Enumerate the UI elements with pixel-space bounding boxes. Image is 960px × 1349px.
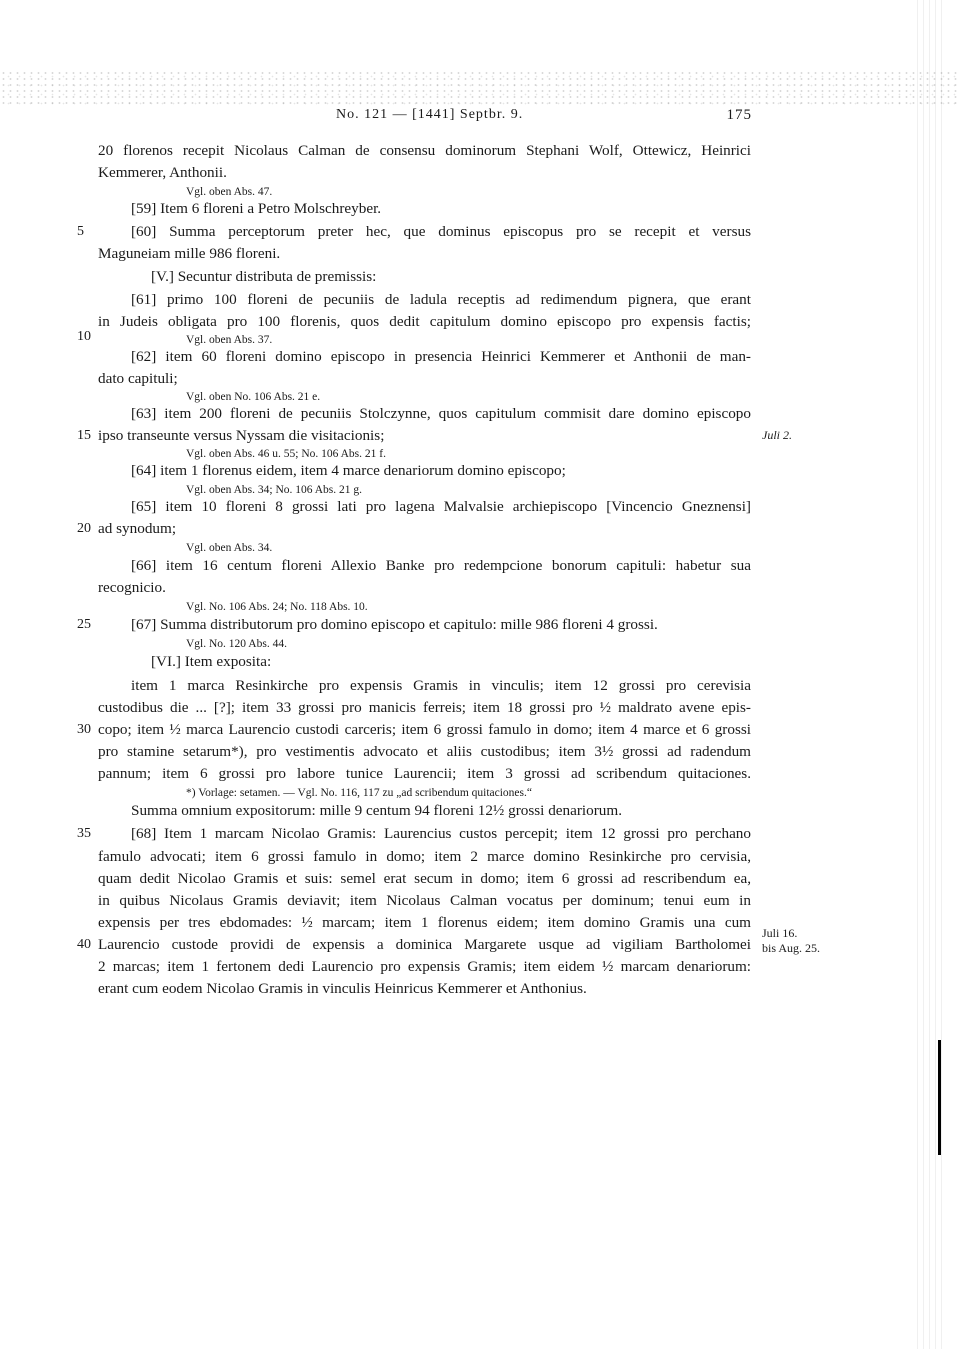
line-number: 25 <box>77 617 91 632</box>
text-line: [64] item 1 florenus eidem, item 4 marce denariorum domino episcopo; <box>131 462 566 479</box>
text-line: Vgl. No. 106 Abs. 24; No. 118 Abs. 10. <box>186 601 368 613</box>
text-line: Laurencio custode providi de expensis a dominica Margarete usque ad vigiliam Bartholomei <box>98 936 751 953</box>
text-line: [61] primo 100 floreni de pecuniis de ladula receptis ad redimendum pignera, que erant <box>131 291 751 308</box>
text-line: in quibus Nicolaus Gramis deviavit; item Nicolaus Calman vocatus per dominum; tenui eum in <box>98 892 751 909</box>
margin-date-note: Juli 2. <box>762 428 792 442</box>
text-line: in Judeis obligata pro 100 florenis, quos dedit capitulum domino episcopo pro expensis factis; <box>98 313 751 330</box>
margin-date-note: Juli 16. <box>762 926 798 940</box>
text-line: Summa omnium expositorum: mille 9 centum 94 floreni 12½ grossi denariorum. <box>131 802 622 819</box>
text-line: dato capituli; <box>98 370 178 387</box>
text-line: Vgl. No. 120 Abs. 44. <box>186 638 287 650</box>
text-line: [V.] Secuntur distributa de premissis: <box>151 268 377 285</box>
line-number: 10 <box>77 329 91 344</box>
text-line: expensis per tres ebdomades: ½ marcam; item 1 florenus eidem; item domino Gramis una cum <box>98 914 751 931</box>
text-line: Kemmerer, Anthonii. <box>98 164 227 181</box>
text-line: Vgl. oben Abs. 37. <box>186 334 273 346</box>
line-number: 20 <box>77 521 91 536</box>
line-number: 5 <box>77 224 84 239</box>
text-line: [68] Item 1 marcam Nicolao Gramis: Laurencius custos percepit; item 12 grossi pro perchano <box>131 825 751 842</box>
text-line: [65] item 10 floreni 8 grossi lati pro lagena Malvalsie archiepiscopo [Vincencio Gneznensi] <box>131 498 751 515</box>
text-line: erant cum eodem Nicolao Gramis in vinculis Heinricus Kemmerer et Anthonius. <box>98 980 587 997</box>
line-number: 35 <box>77 826 91 841</box>
text-line: *) Vorlage: setamen. — Vgl. No. 116, 117 zu „ad scribendum quitaciones.“ <box>186 787 532 799</box>
text-line: Vgl. oben Abs. 34. <box>186 542 273 554</box>
text-line: Maguneiam mille 986 floreni. <box>98 245 281 262</box>
text-line: pannum; item 6 grossi pro labore tunice Laurencii; item 3 grossi ad scribendum quitaciones. <box>98 765 751 782</box>
text-line: [63] item 200 floreni de pecuniis Stolczynne, quos capitulum commisit dare domino episcopo <box>131 405 751 422</box>
text-line: Vgl. oben Abs. 46 u. 55; No. 106 Abs. 21 f. <box>186 448 386 460</box>
text-line: 20 florenos recepit Nicolaus Calman de consensu dominorum Stephani Wolf, Ottewicz, Heinrici <box>98 142 751 159</box>
text-line: copo; item ½ marca Laurencio custodi carceris; item 6 grossi famulo in domo; item 4 marce et 6 grossi <box>98 721 751 738</box>
margin-date-note: bis Aug. 25. <box>762 941 821 955</box>
text-line: 2 marcas; item 1 fertonem dedi Laurencio pro expensis Gramis; item eidem ½ marcam denariorum: <box>98 958 751 975</box>
header-text: No. 121 — [1441] Septbr. 9. <box>336 107 524 122</box>
text-line: ipso transeunte versus Nyssam die visitacionis; <box>98 427 385 444</box>
line-number: 40 <box>77 937 91 952</box>
text-line: [67] Summa distributorum pro domino episcopo et capitulo: mille 986 floreni 4 grossi. <box>131 616 658 633</box>
text-line: Vgl. oben Abs. 47. <box>186 186 273 198</box>
text-line: Vgl. oben Abs. 34; No. 106 Abs. 21 g. <box>186 484 363 496</box>
text-line: ad synodum; <box>98 520 177 537</box>
text-line: Vgl. oben No. 106 Abs. 21 e. <box>186 391 321 403</box>
text-line: quam dedit Nicolao Gramis et suis: semel erat secum in domo; item 6 grossi ad rescribendum ea, <box>98 870 751 887</box>
line-number: 15 <box>77 428 91 443</box>
text-line: pro stamine setarum*), pro vestimentis advocato et aliis custodibus; item 3½ grossi ad radendum <box>98 743 751 760</box>
text-line: [66] item 16 centum floreni Allexio Banke pro redempcione bonorum capituli: habetur sua <box>131 557 751 574</box>
text-line: [62] item 60 floreni domino episcopo in presencia Heinrici Kemmerer et Anthonii de man- <box>131 348 751 365</box>
text-line: [VI.] Item exposita: <box>151 653 272 670</box>
text-line: item 1 marca Resinkirche pro expensis Gramis in vinculis; item 12 grossi pro cerevisia <box>131 677 751 694</box>
page-number: 175 <box>726 107 752 123</box>
line-number: 30 <box>77 722 91 737</box>
text-line: [59] Item 6 floreni a Petro Molschreyber. <box>131 200 382 217</box>
text-line: recognicio. <box>98 579 166 596</box>
text-line: custodibus die ... [?]; item 33 grossi pro manicis ferreis; item 18 grossi pro ½ maldrato avene epis- <box>98 699 751 716</box>
text-line: famulo advocati; item 6 grossi famulo in domo; item 2 marce domino Resinkirche pro cervisia, <box>98 848 751 865</box>
text-line: [60] Summa perceptorum preter hec, que dominus episcopus pro se recepit et versus <box>131 223 751 240</box>
